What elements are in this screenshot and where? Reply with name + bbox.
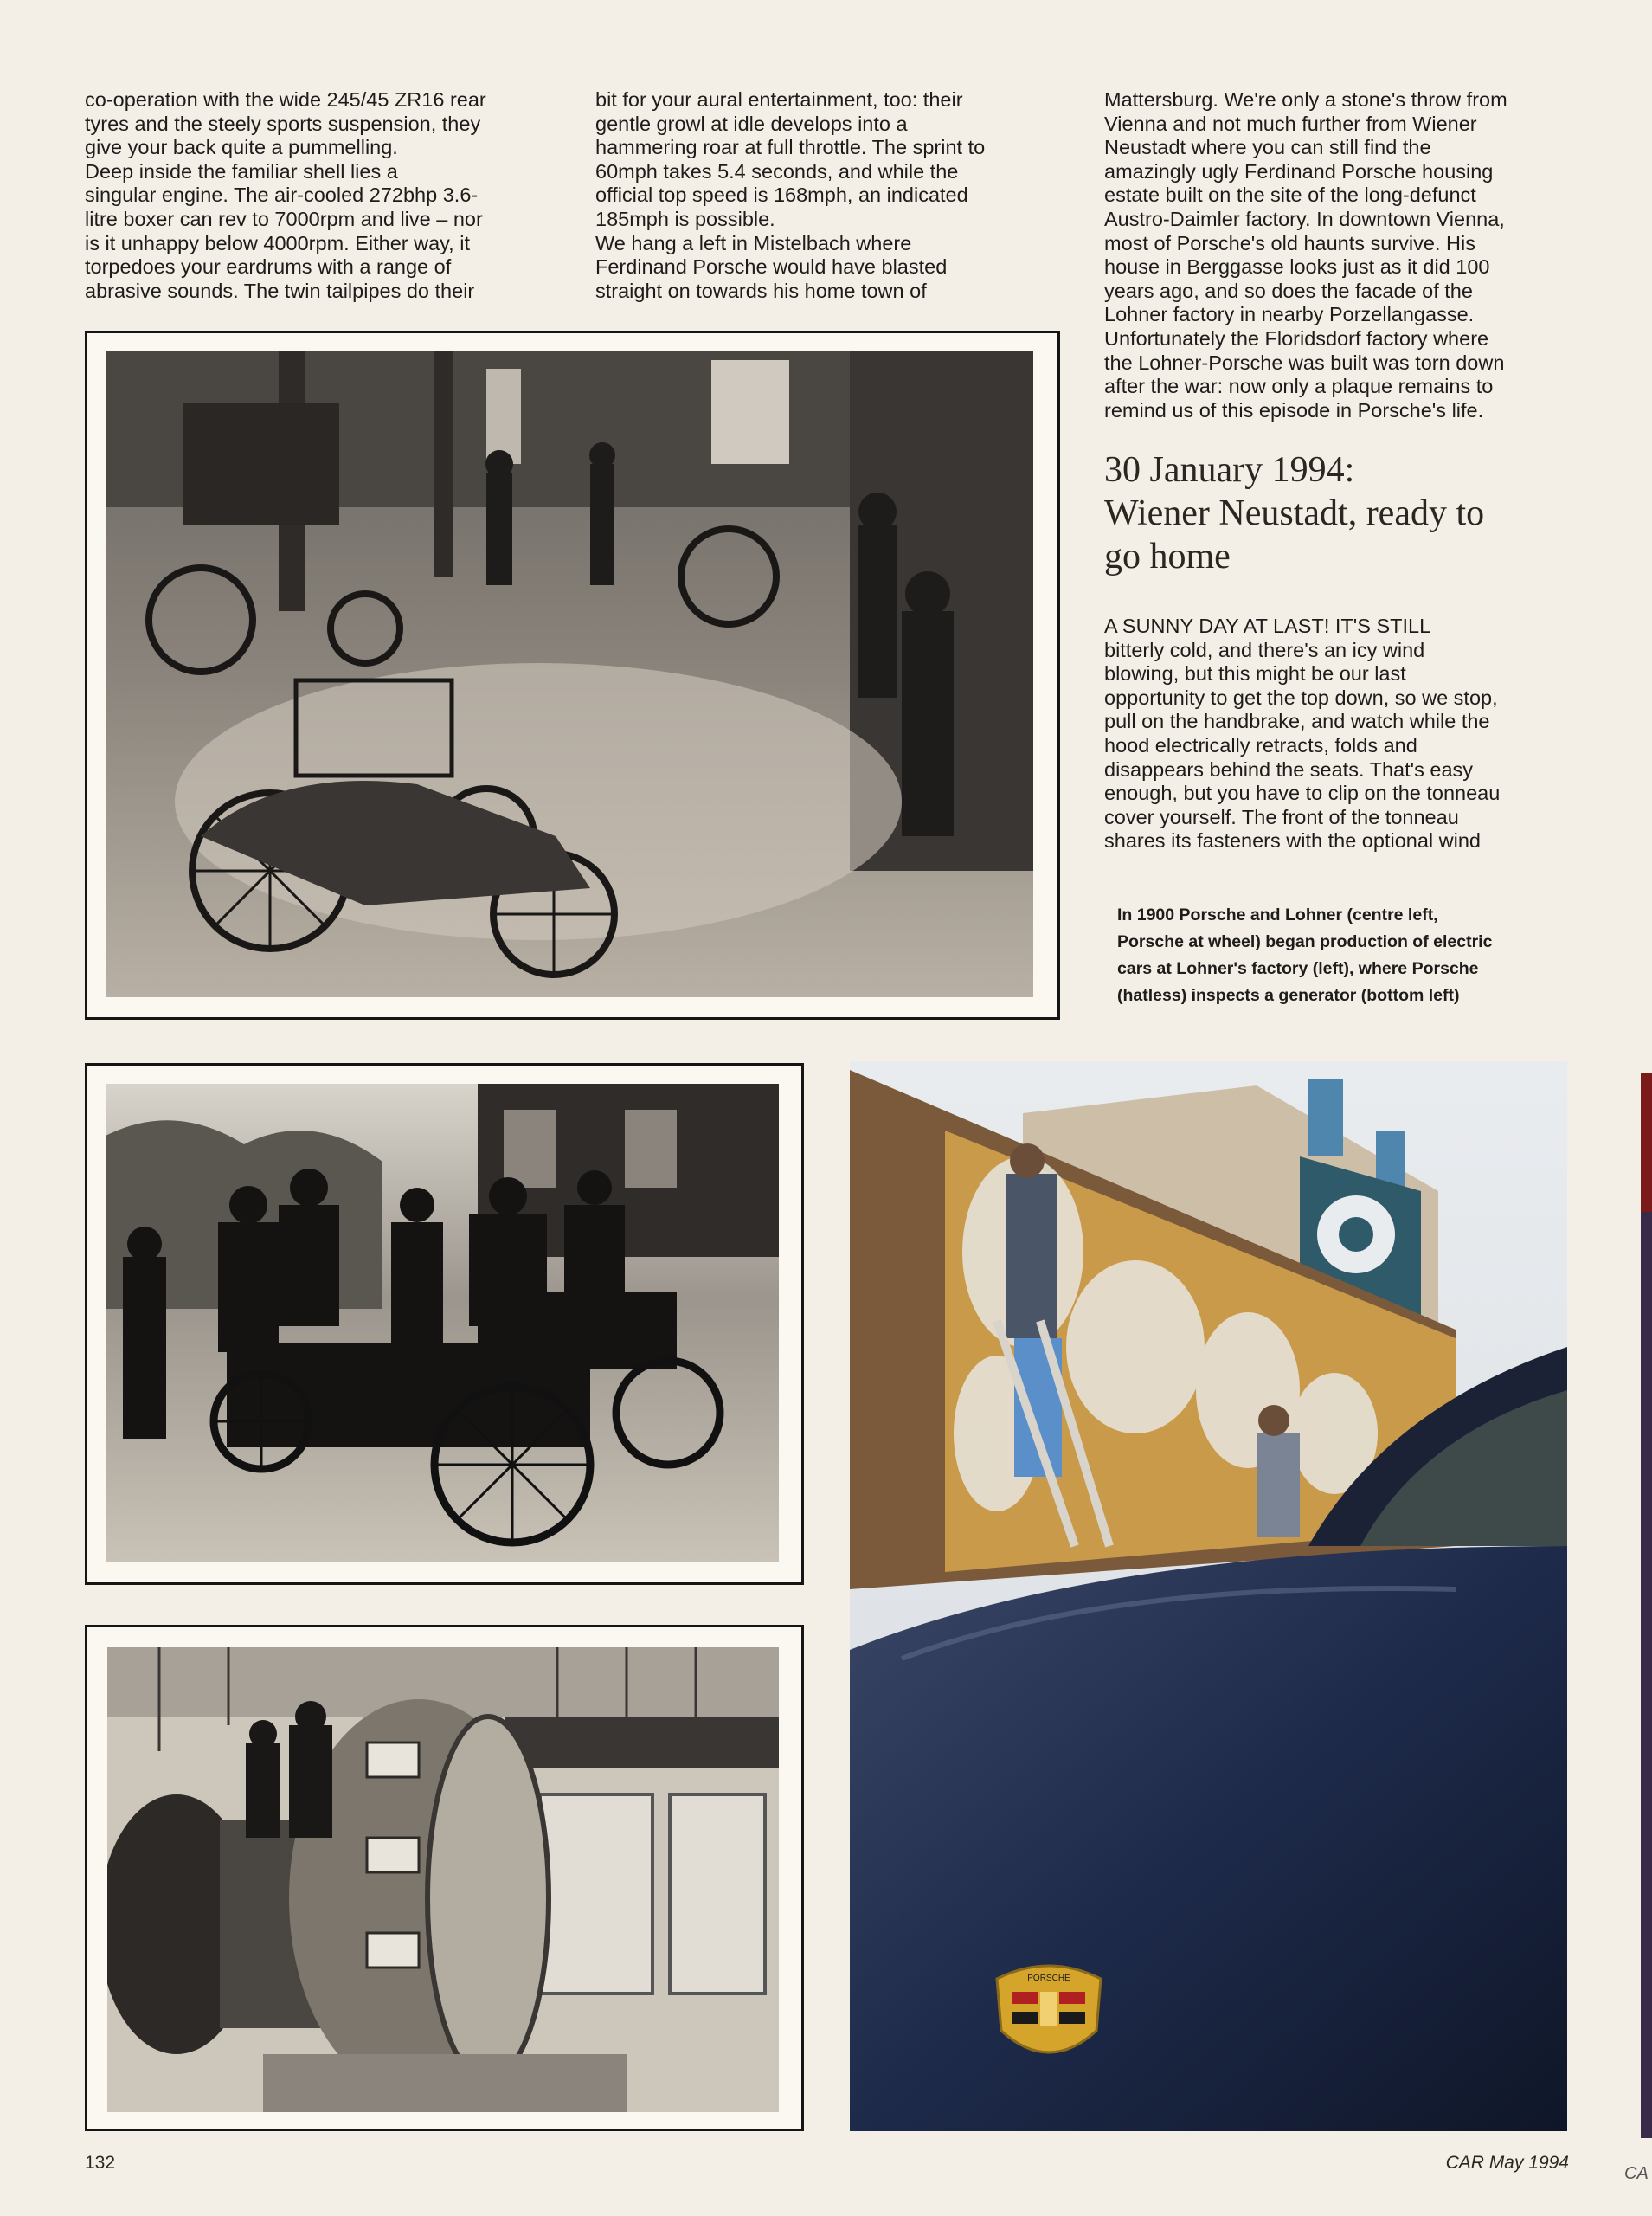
article-column-3: Mattersburg. We're only a stone's throw from Vienna and not much further from Wiener Neustadt where you can still find the amazingly ugly Ferdinand Porsche housing estate built on the site of the long-defunct Austro-Daimler factory. In downtown Vienna, most of Porsche's old haunts survive. His house in Berggasse looks just as it did 100 years ago, and so does the facade of the Lohner factory in nearby Porzellangasse. Unfortunately the Floridsdorf factory where the Lohner-Porsche was built was torn down after the war: now only a plaque remains to remind us of this episode in Porsche's life.	[1104, 88, 1507, 422]
article-column-3-continued: A SUNNY DAY AT LAST! IT'S STILL bitterly cold, and there's an icy wind blowing, but this might be our last opportunity to get the top down, so we stop, pull on the handbrake, and watch while the hood electrically retracts, folds and disappears behind the seats. That's easy enough, but you have to clip on the tonneau cover yourself. The front of the tonneau shares its fasteners with the optional wind	[1104, 615, 1501, 853]
outdoor-car-photo	[106, 1084, 779, 1562]
porsche-wall-photo	[850, 1061, 1567, 2131]
page-number: 132	[85, 2153, 116, 2173]
article-column-2: bit for your aural entertainment, too: their gentle growl at idle develops into a hammering roar at full throttle. The sprint to 60mph takes 5.4 seconds, and while the official top speed is 168mph, an indicated 185mph is possible. We hang a left in Mistelbach where Ferdinand Porsche would have blasted straight on towards his home town of	[595, 88, 986, 302]
factory-photo	[106, 351, 1033, 997]
article-column-1: co-operation with the wide 245/45 ZR16 rear tyres and the steely sports suspension, they give your back quite a pummelling. Deep inside the familiar shell lies a singular engine. The air-cooled 272bhp 3.6- litre boxer can rev to 7000rpm and live – nor is it unhappy below 4000rpm. Either way, it torpedoes your eardrums with a range of abrasive sounds. The twin tailpipes do their	[85, 88, 486, 302]
next-page-edge-red	[1641, 1073, 1652, 1212]
next-page-footer-fragment: CA	[1624, 2164, 1649, 2183]
section-heading: 30 January 1994: Wiener Neustadt, ready to go home	[1104, 450, 1485, 577]
photo-caption: In 1900 Porsche and Lohner (centre left, Porsche at wheel) began production of electric cars at Lohner's factory (left), where Porsche (hatless) inspects a generator (bottom left)	[1117, 905, 1493, 1005]
next-page-edge-dark	[1641, 1073, 1652, 2138]
porsche-crest-text: PORSCHE	[1027, 1974, 1070, 1983]
generator-photo	[107, 1647, 779, 2112]
magazine-issue: CAR May 1994	[1445, 2153, 1569, 2173]
